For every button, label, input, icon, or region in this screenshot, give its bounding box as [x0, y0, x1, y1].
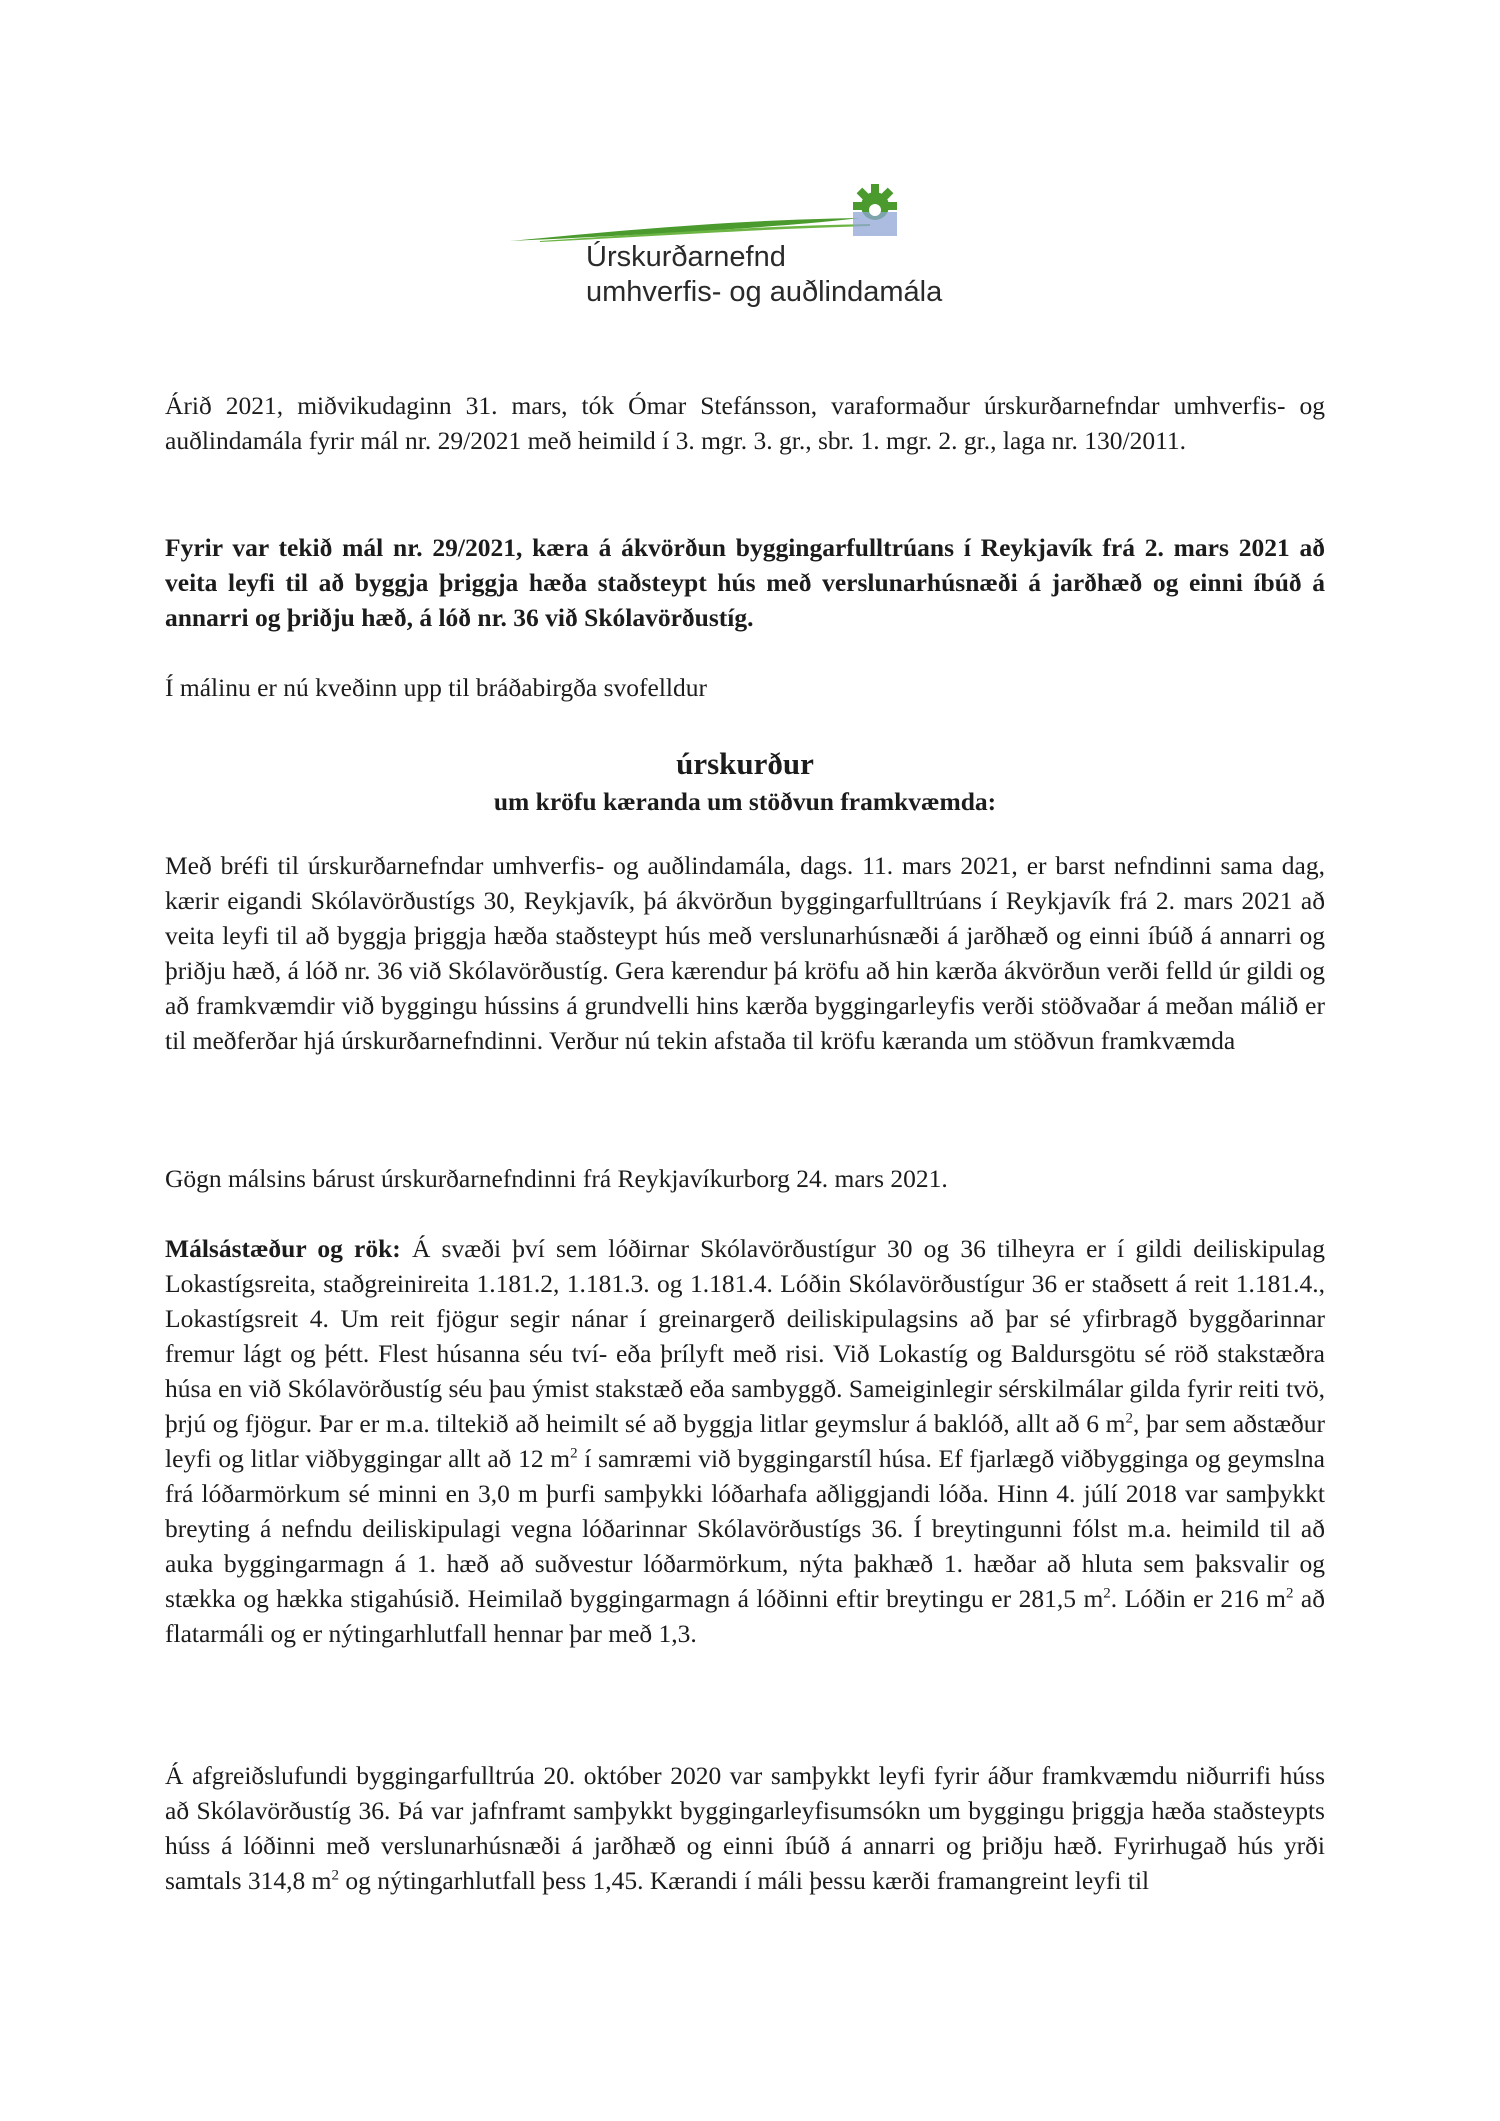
circumstances-text	[165, 1231, 1325, 1651]
decision-part-2: og nýtingarhlutfall þess 1,45. Kærandi í máli þessu kærði framangreint leyfi til	[338, 1866, 1150, 1895]
logo-line-2: umhverfis- og auðlindamála	[586, 276, 943, 308]
decision-superscript: 2	[331, 1867, 339, 1884]
circumstances-part-4: . Lóðin er 216 m	[1110, 1584, 1286, 1613]
circumstances-part-1: Á svæði því sem lóðirnar Skólavörðustígur 30 og 36 tilheyra er í gildi deiliskipulag Lokastígsreita, staðgreinireita 1.181.2, 1.181.3. og 1.181.4. Lóðin Skólavörðustígur 36 er staðsett á reit 1.181.4., Lokastígsreit 4. Um reit fjögur segir nánar í greinargerð deiliskipulagsins að þar sé yfirbragð byggðarinnar fremur lágt og þétt. Flest húsanna séu tví- eða þrílyft með risi. Við Lokastíg og Baldursgötu sé röð stakstæðra húsa en við Skólavörðustíg séu þau ýmist stakstæð eða sambyggð. Sameiginlegir sérskilmálar gilda fyrir reiti tvö, þrjú og fjögur. Þar er m.a. tiltekið að heimilt sé að byggja litlar geymslur á baklóð, allt að 6 m	[165, 1234, 1325, 1438]
provisional-paragraph	[165, 670, 1325, 705]
ruling-subtitle: um kröfu kæranda um stöðvun framkvæmda:	[493, 787, 997, 816]
decision-text	[165, 1758, 1325, 1898]
decision-part-1: Á afgreiðslufundi byggingarfulltrúa 20. október 2020 var samþykkt leyfi fyrir áður framkvæmdu niðurrifi húss að Skólavörðustíg 36. Þá var jafnframt samþykkt byggingarleyfisumsókn um byggingu þriggja hæða staðsteypts húss á lóðinni með verslunarhúsnæði á jarðhæð og einni íbúð á annarri og þriðju hæð. Fyrirhugað hús yrði samtals 314,8 m	[165, 1761, 1325, 1895]
circumstances-paragraph	[165, 1231, 1325, 1651]
circumstances-part-2: , þar sem aðstæður leyfi og litlar viðbyggingar allt að 12 m	[165, 1409, 1325, 1473]
provisional-text: Í málinu er nú kveðinn upp til bráðabirgða svofelldur	[165, 673, 707, 702]
superscript-3: 2	[1103, 1585, 1111, 1602]
superscript-1: 2	[1125, 1410, 1133, 1427]
circumstances-part-5: að flatarmáli og er nýtingarhlutfall hennar þar með 1,3.	[165, 1584, 1325, 1648]
intro-paragraph	[165, 388, 1325, 458]
logo-line-1: Úrskurðarnefnd	[586, 241, 786, 273]
logo	[510, 180, 980, 310]
circumstances-label: Málsástæður og rök:	[165, 1234, 401, 1263]
intro-text: Árið 2021, miðvikudaginn 31. mars, tók Ómar Stefánsson, varaformaður úrskurðarnefndar umhverfis- og auðlindamála fyrir mál nr. 29/2021 með heimild í 3. mgr. 3. gr., sbr. 1. mgr. 2. gr., laga nr. 130/2011.	[165, 391, 1325, 455]
complaint-paragraph	[165, 848, 1325, 1058]
documents-text: Gögn málsins bárust úrskurðarnefndinni frá Reykjavíkurborg 24. mars 2021.	[165, 1164, 948, 1193]
complaint-text: Með bréfi til úrskurðarnefndar umhverfis- og auðlindamála, dags. 11. mars 2021, er barst nefndinni sama dag, kærir eigandi Skólavörðustígs 30, Reykjavík, þá ákvörðun byggingarfulltrúans í Reykjavík frá 2. mars 2021 að veita leyfi til að byggja þriggja hæða staðsteypt hús með verslunarhúsnæði á jarðhæð og einni íbúð á annarri og þriðju hæð, á lóð nr. 36 við Skólavörðustíg. Gera kærendur þá kröfu að hin kærða ákvörðun verði felld úr gildi og að framkvæmdir við byggingu hússins á grundvelli hins kærða byggingarleyfis verði stöðvaðar á meðan málið er til meðferðar hjá úrskurðarnefndinni. Verður nú tekin afstaða til kröfu kæranda um stöðvun framkvæmda	[165, 851, 1325, 1055]
ruling-title: úrskurður	[676, 746, 814, 781]
superscript-2: 2	[570, 1445, 578, 1462]
logo-text	[586, 240, 942, 310]
case-heading-paragraph	[165, 530, 1325, 635]
circumstances-part-3: í samræmi við byggingarstíl húsa. Ef fjarlægð viðbygginga og geymslna frá lóðarmörkum sé minni en 3,0 m þurfi samþykki lóðarhafa aðliggjandi lóða. Hinn 4. júlí 2018 var samþykkt breyting á nefndu deiliskipulagi vegna lóðarinnar Skólavörðustígs 36. Í breytingunni fólst m.a. heimild til að auka byggingarmagn á 1. hæð að suðvestur lóðarmörkum, nýta þakhæð 1. hæðar að hluta sem þaksvalir og stækka og hækka stigahúsið. Heimilað byggingarmagn á lóðinni eftir breytingu er 281,5 m	[165, 1444, 1325, 1613]
documents-paragraph	[165, 1161, 1325, 1196]
decision-paragraph	[165, 1758, 1325, 1898]
superscript-4: 2	[1285, 1585, 1294, 1602]
case-heading: Fyrir var tekið mál nr. 29/2021, kæra á ákvörðun byggingarfulltrúans í Reykjavík frá 2. mars 2021 að veita leyfi til að byggja þriggja hæða staðsteypt hús með verslunarhúsnæði á jarðhæð og einni íbúð á annarri og þriðju hæð, á lóð nr. 36 við Skólavörðustíg.	[165, 533, 1325, 632]
